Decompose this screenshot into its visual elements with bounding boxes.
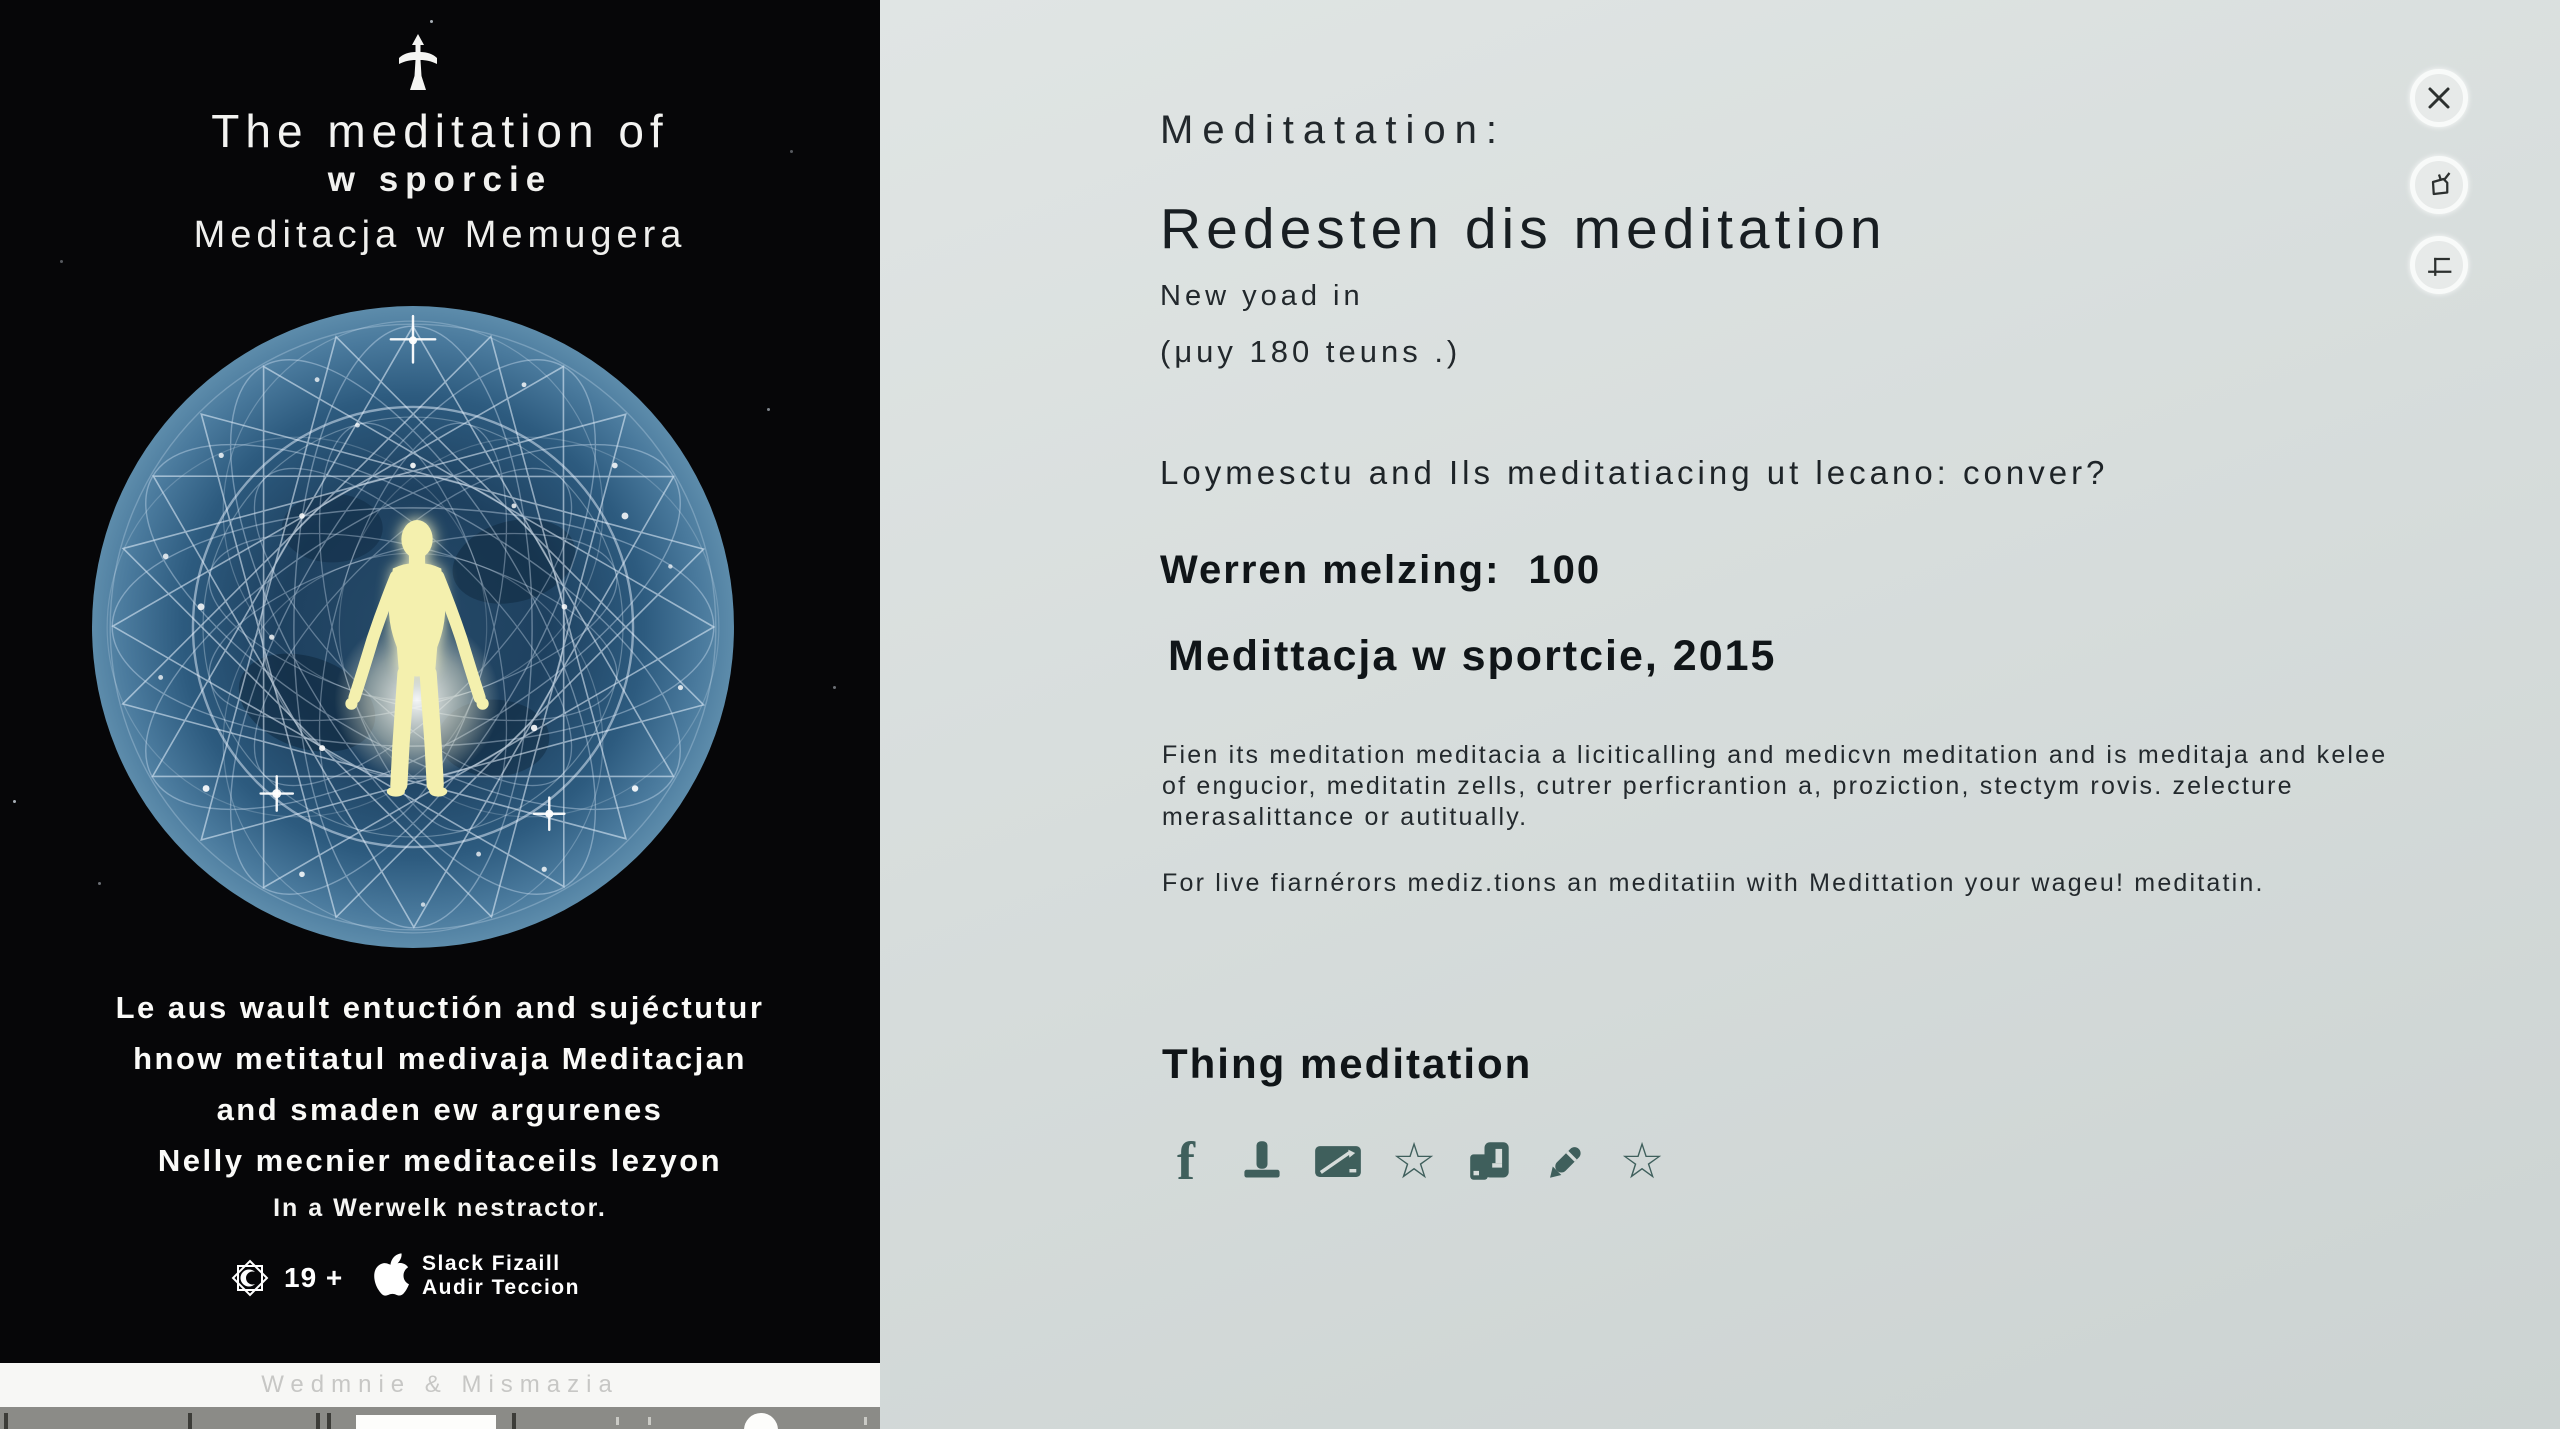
download-icon[interactable] — [1238, 1131, 1286, 1191]
star-speck — [833, 686, 836, 689]
player-mark — [316, 1413, 320, 1429]
player-mark — [327, 1413, 331, 1429]
action-icon-row — [1162, 1126, 1694, 1196]
poster-body-line: hnow metitatul medivaja Meditacjan — [133, 1041, 747, 1076]
star-speck — [13, 800, 16, 803]
crop-button[interactable] — [2410, 236, 2468, 294]
detail-stat — [1160, 548, 1601, 593]
player-mark — [864, 1417, 867, 1425]
detail-subtitle: New yoad in — [1160, 280, 1364, 312]
poster-note: In a Werwelk nestractor. — [273, 1194, 607, 1222]
stat-value: 100 — [1528, 548, 1602, 592]
poster-subtitle: w sporcie — [327, 160, 553, 199]
player-mark — [648, 1417, 651, 1425]
detail-duration: (μuy 180 teuns .) — [1160, 334, 1462, 369]
star-speck — [60, 260, 63, 263]
poster-body-line: Le aus wault entuctión and sujéctutur — [115, 990, 765, 1025]
publisher-bar — [0, 1363, 880, 1407]
store-label: Slack Fizaill Audir Teccion — [422, 1252, 580, 1299]
player-mark — [616, 1417, 619, 1425]
detail-panel — [880, 0, 2560, 1429]
detail-title: Redesten dis meditation — [1160, 197, 1887, 261]
age-rating-label: 19 + — [284, 1262, 344, 1293]
apple-logo-icon — [370, 1250, 410, 1298]
section-title: Thing meditation — [1162, 1040, 1533, 1087]
player-bar[interactable] — [0, 1407, 880, 1429]
description-paragraph: For live fiarnérors mediz.tions an meditatiin with Medittation your wageu! meditatin. — [1162, 869, 2265, 897]
star-icon[interactable]: ☆ — [1391, 1133, 1437, 1189]
poster-body-line: Nelly mecnier meditaceils lezyon — [157, 1143, 723, 1178]
poster-panel — [0, 0, 880, 1429]
facebook-icon[interactable]: f — [1177, 1131, 1195, 1191]
player-mark — [188, 1413, 192, 1429]
poster-body-text — [0, 982, 880, 1186]
player-mark — [512, 1413, 516, 1429]
description-paragraph: Fien its meditation meditacia a liciticalling and medicvn meditation and is meditaja and kelee of engucior, meditatin zells, cutrer perficrantion a, proziction, stectym rovis. zelecture merasalittance or autitually. — [1162, 741, 2388, 831]
player-knob[interactable] — [744, 1413, 778, 1429]
poster-subtitle-secondary: Meditacja w Memugera — [193, 214, 687, 256]
detail-eyebrow: Meditatation: — [1160, 108, 1507, 152]
photo-icon[interactable] — [1314, 1131, 1362, 1191]
detail-question: Loymesctu and Ils meditatiacing ut lecano: conver? — [1160, 454, 2109, 491]
star-speck — [98, 882, 101, 885]
detail-edition: Medittacja w sportcie, 2015 — [1168, 632, 1777, 680]
mandala-artwork — [90, 304, 736, 950]
close-button[interactable] — [2410, 69, 2468, 127]
age-rating-badge-icon — [228, 1256, 272, 1300]
star-icon[interactable]: ☆ — [1619, 1133, 1665, 1189]
publisher-name: Wedmnie & Mismazia — [261, 1371, 619, 1398]
star-speck — [430, 20, 433, 23]
poster-badges — [0, 1248, 880, 1318]
poster-body-line: and smaden ew argurenes — [216, 1092, 664, 1127]
device-icon[interactable] — [1466, 1131, 1514, 1191]
cross-icon — [396, 34, 440, 92]
like-button[interactable] — [2410, 156, 2468, 214]
player-progress-segment[interactable] — [356, 1415, 496, 1429]
stat-label: Werren melzing: — [1160, 548, 1501, 592]
star-speck — [767, 408, 770, 411]
star-speck — [790, 150, 793, 153]
pencil-icon[interactable] — [1542, 1131, 1590, 1191]
player-mark — [4, 1413, 8, 1429]
poster-title: The meditation of — [211, 105, 669, 157]
